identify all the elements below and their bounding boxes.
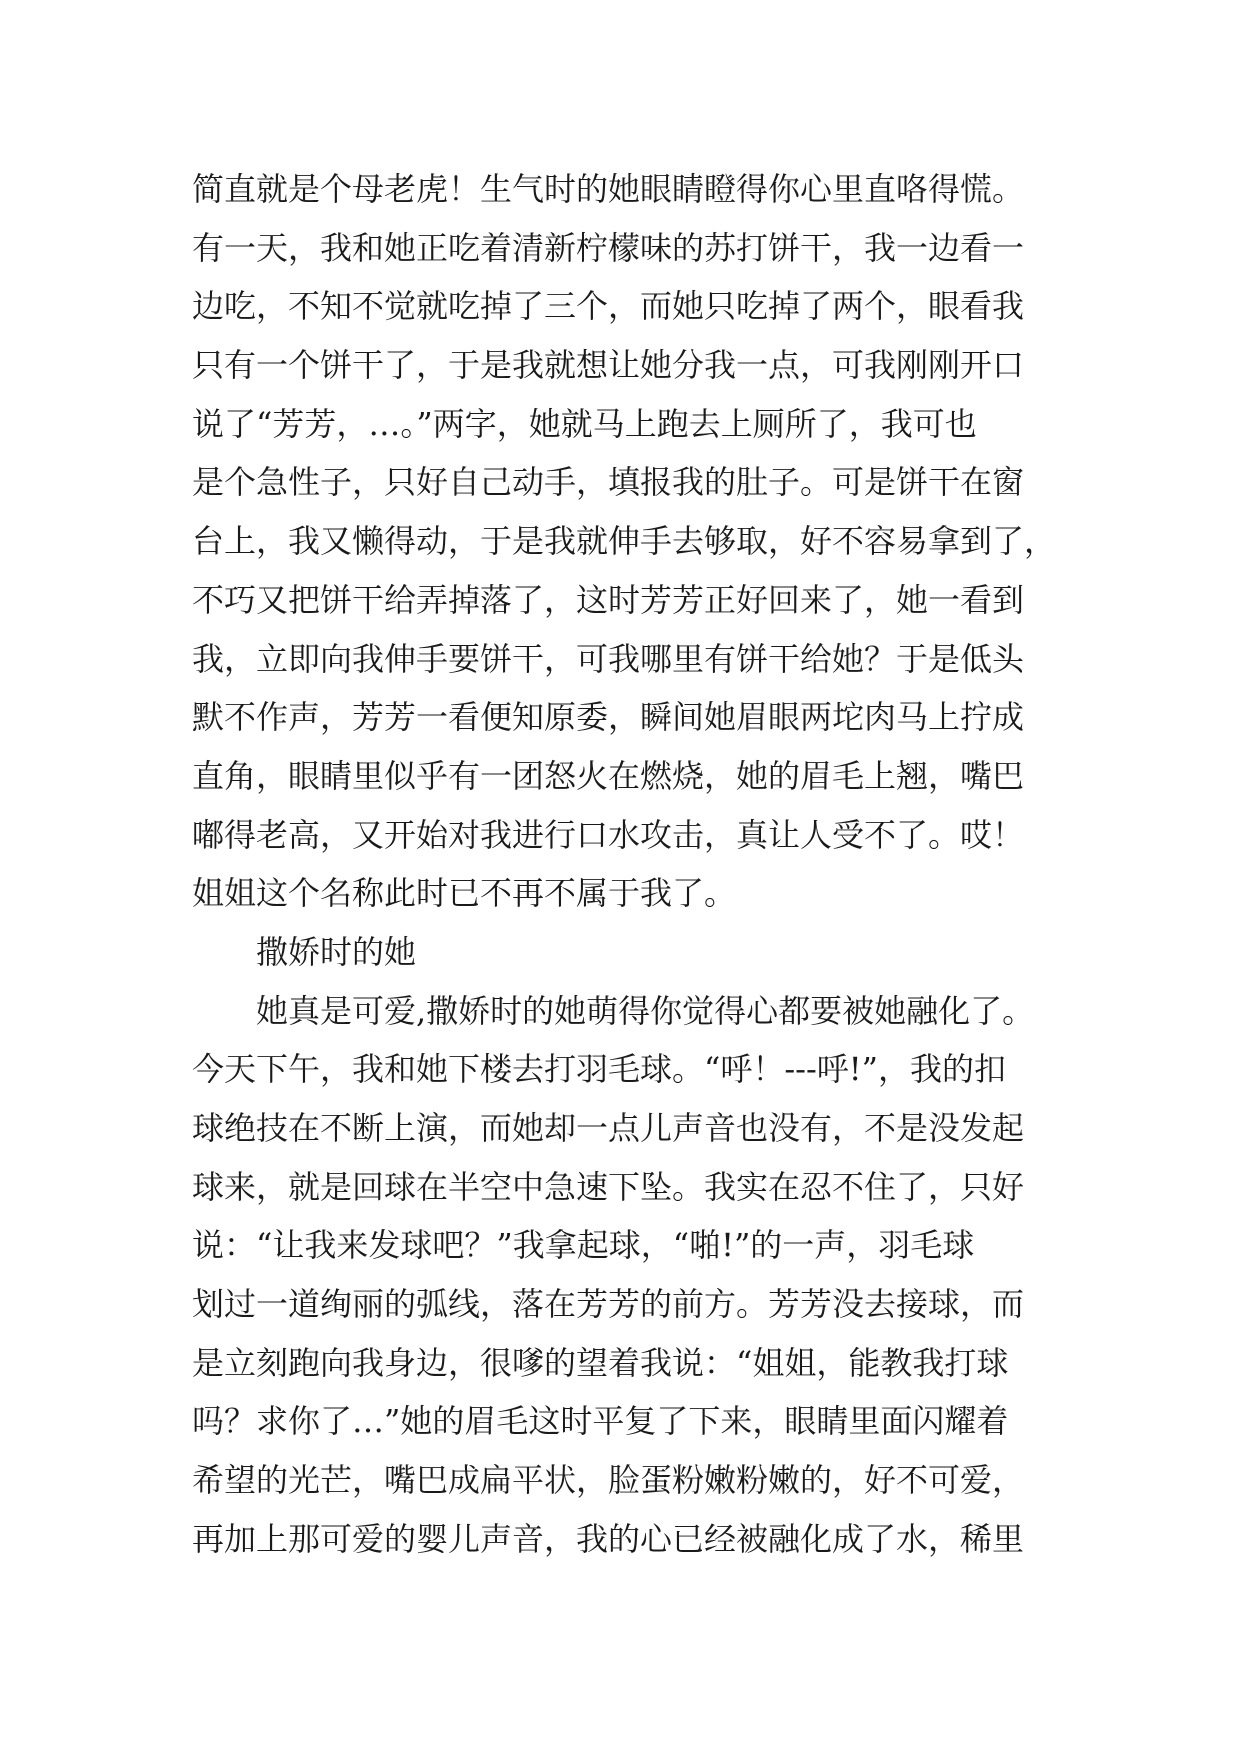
text-line: 有一天，我和她正吃着清新柠檬味的苏打饼干，我一边看一 bbox=[192, 228, 1025, 267]
text-line: 是立刻跑向我身边，很嗲的望着我说：“姐姐，能教我打球 bbox=[192, 1343, 1009, 1382]
text-line: 球来，就是回球在半空中急速下坠。我实在忍不住了，只好 bbox=[192, 1167, 1025, 1206]
text-line: 是个急性子，只好自己动手，填报我的肚子。可是饼干在窗 bbox=[192, 463, 1025, 502]
text-line: 希望的光芒，嘴巴成扁平状，脸蛋粉嫩粉嫩的，好不可爱， bbox=[192, 1461, 1025, 1500]
text-line: 只有一个饼干了，于是我就想让她分我一点，可我刚刚开口 bbox=[192, 346, 1025, 385]
text-line: 台上，我又懒得动，于是我就伸手去够取，好不容易拿到了， bbox=[192, 522, 1057, 561]
text-line: 我，立即向我伸手要饼干，可我哪里有饼干给她？于是低头 bbox=[192, 639, 1025, 678]
text-line: 球绝技在不断上演，而她却一点儿声音也没有，不是没发起 bbox=[192, 1109, 1025, 1147]
text-line: 嘟得老高，又开始对我进行口水攻击，真让人受不了。哎！ bbox=[192, 815, 1025, 854]
text-body bbox=[192, 160, 1072, 1569]
text-line: 吗？求你了…”她的眉毛这时平复了下来，眼睛里面闪耀着 bbox=[192, 1402, 1009, 1441]
text-line: 说：“让我来发球吧？”我拿起球，“啪!”的一声，羽毛球 bbox=[192, 1226, 975, 1265]
text-line: 简直就是个母老虎！生气时的她眼睛瞪得你心里直咯得慌。 bbox=[192, 170, 1025, 208]
text-line: 今天下午，我和她下楼去打羽毛球。“呼！---呼!”，我的扣 bbox=[192, 1050, 1007, 1089]
section-heading: 撒娇时的她 bbox=[256, 932, 417, 971]
text-line: 不巧又把饼干给弄掉落了，这时芳芳正好回来了，她一看到 bbox=[192, 580, 1025, 619]
text-line: 姐姐这个名称此时已不再不属于我了。 bbox=[192, 874, 737, 913]
text-line: 边吃，不知不觉就吃掉了三个，而她只吃掉了两个，眼看我 bbox=[192, 287, 1025, 326]
text-line: 划过一道绚丽的弧线，落在芳芳的前方。芳芳没去接球，而 bbox=[192, 1285, 1025, 1324]
text-line: 默不作声，芳芳一看便知原委，瞬间她眉眼两坨肉马上拧成 bbox=[192, 698, 1025, 737]
paragraph-first-line: 她真是可爱,撒娇时的她萌得你觉得心都要被她融化了。 bbox=[256, 991, 1035, 1030]
text-line: 直角，眼睛里似乎有一团怒火在燃烧，她的眉毛上翘，嘴巴 bbox=[192, 756, 1025, 795]
text-line: 再加上那可爱的婴儿声音，我的心已经被融化成了水，稀里 bbox=[192, 1519, 1025, 1558]
text-line: 说了“芳芳，…。”两字，她就马上跑去上厕所了，我可也 bbox=[192, 404, 977, 443]
